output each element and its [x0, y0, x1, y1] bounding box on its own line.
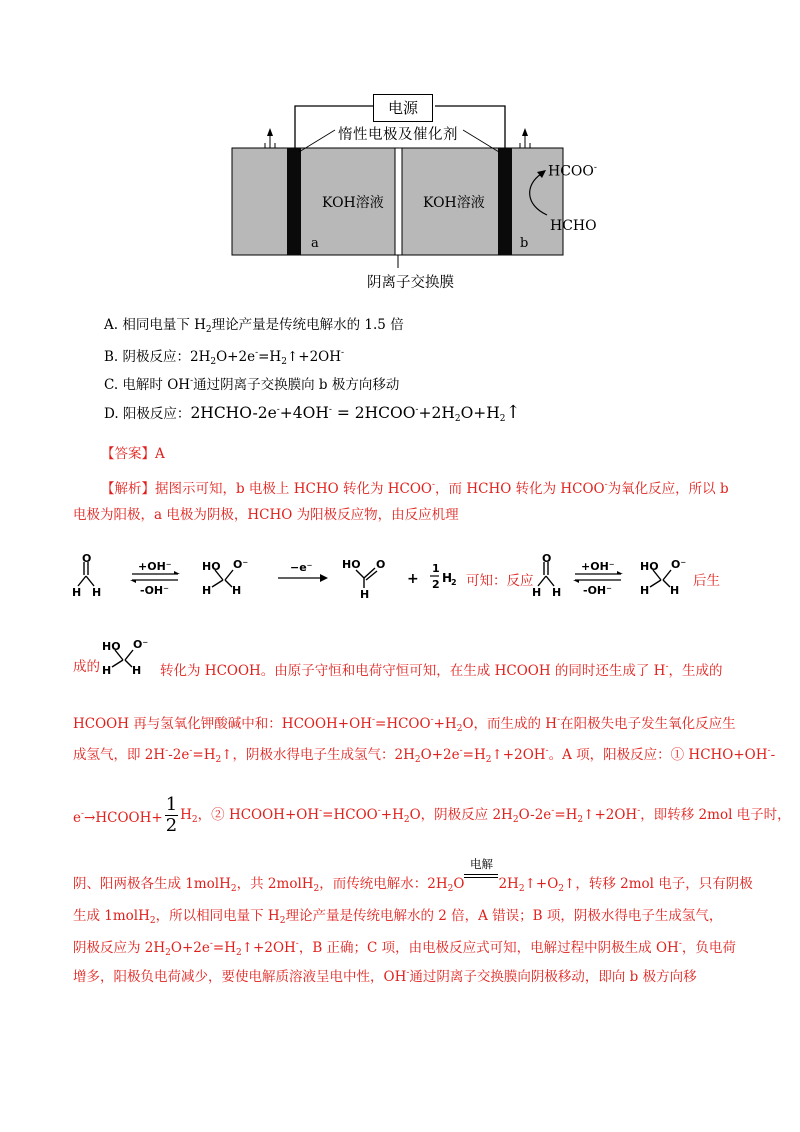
svg-text:-OH⁻: -OH⁻ [583, 584, 612, 597]
svg-text:HO: HO [202, 560, 221, 573]
analysis-line-9: 阴极反应为 $2H_2O+2e^-=H_2↑+2OH^-$，B 正确；C 项，由电极反应式可知，电解过程中阴极生成 OH-，负电荷 [73, 939, 736, 958]
catalyst-label: 惰性电极及催化剂 [336, 123, 460, 144]
svg-text:H: H [442, 571, 453, 585]
analysis-line-3-b: 转化为 HCOOH。由原子守恒和电荷守恒可知，在生成 HCOOH 的同时还生成了 H-，生成的 [160, 662, 723, 679]
electrode-b-label: b [520, 236, 529, 251]
mechanism-text-2: 后生 [693, 573, 720, 589]
power-source-box [373, 94, 433, 122]
answer-label: 【答案】A [101, 446, 165, 462]
analysis-line-3-a: 成的 [73, 659, 100, 675]
electrode-b [498, 148, 512, 255]
svg-text:HO: HO [342, 558, 361, 571]
analysis-line-5: 成氢气，即 $2H^--2e^-=H_2↑$，阴极水得电子生成氢气：$2H_2O+2e^-=H_2↑+2OH^-$。A 项，阳极反应：① HCHO+OH-- [73, 746, 776, 765]
svg-text:O⁻: O⁻ [133, 638, 149, 651]
svg-text:+OH⁻: +OH⁻ [581, 560, 615, 573]
one-half-fraction: $\frac{1}{2}$ [165, 794, 178, 836]
option-d: D. 阳极反应：2HCHO-2e-+4OH- = $2HCOO^-+2H_2O+H_2↑$ [104, 402, 521, 424]
option-c: C. 电解时 OH-通过阴离子交换膜向 b 极方向移动 [104, 376, 400, 393]
analysis-line-10: 增多，阳极负电荷减少，要使电解质溶液呈电中性，OH-通过阴离子交换膜向阴极移动，即向 b 极方向移 [73, 968, 697, 985]
analysis-line-4: HCOOH 再与氢氧化钾酸碱中和：$HCOOH+OH^-=HCOO^-+H_2O$，而生成的 H-在阳极失电子发生氧化反应生 [73, 715, 736, 734]
option-b: B. 阴极反应：$2H_2O+2e^-=H_2↑+2OH^-$ [104, 348, 345, 367]
svg-text:HO: HO [640, 560, 659, 573]
svg-text:H: H [72, 586, 82, 599]
svg-text:H: H [232, 584, 242, 597]
svg-text:O: O [542, 552, 552, 565]
svg-text:H: H [132, 664, 142, 677]
membrane-label: 阴离子交换膜 [367, 275, 454, 291]
formaldehyde-structure-icon [78, 562, 94, 586]
svg-text:-OH⁻: -OH⁻ [140, 584, 169, 597]
svg-text:2: 2 [451, 578, 457, 587]
mechanism-scheme-2 [530, 550, 700, 605]
electrolysis-condition: 电解 [464, 868, 498, 888]
power-source-label: 电源 [387, 99, 418, 117]
svg-text:H: H [640, 584, 650, 597]
svg-text:H: H [102, 664, 112, 677]
right-solution-label: KOH溶液 [423, 195, 485, 211]
svg-text:H: H [92, 586, 102, 599]
analysis-line-7: 阴、阳两极各生成 1molH$_2$，共 2molH$_2$，而传统电解水：$2H_2O$ 电解 $2H_2↑+O_2↑$，转移 2mol 电子，只有阴极 [73, 857, 753, 894]
svg-text:H: H [532, 586, 542, 599]
mechanism-text-1: 可知：反应 [466, 573, 534, 589]
svg-text:+: + [407, 571, 419, 587]
svg-text:O⁻: O⁻ [671, 558, 687, 571]
svg-text:O: O [376, 558, 386, 571]
svg-text:O: O [82, 552, 92, 565]
gas-outlet-right-icon [520, 128, 530, 148]
svg-text:2: 2 [432, 578, 440, 591]
left-solution-label: KOH溶液 [322, 195, 384, 211]
svg-text:HO: HO [102, 640, 121, 653]
svg-text:−e⁻: −e⁻ [290, 561, 313, 574]
svg-text:+OH⁻: +OH⁻ [138, 560, 172, 573]
analysis-line-2: 电极为阳极，a 电极为阴极，HCHO 为阳极反应物，由反应机理 [73, 507, 459, 523]
svg-text:H: H [670, 584, 680, 597]
reactant-label: HCHO [550, 218, 597, 234]
svg-text:1: 1 [432, 562, 440, 575]
analysis-line-6: e-→HCOOH+ $\frac{1}{2}$ $H_2$，② $HCOOH+OH^-=HCOO^-+H_2O$，阴极反应 $2H_2O-2e^-=H_2↑+2OH^-$，即转移 2mol 电子时， [73, 794, 791, 836]
svg-text:H: H [360, 588, 370, 601]
gas-outlet-left-icon [265, 128, 275, 148]
svg-text:O⁻: O⁻ [233, 558, 249, 571]
option-a: A. 相同电量下 $H_2$理论产量是传统电解水的 1.5 倍 [104, 317, 404, 335]
analysis-line-8: 生成 1molH$_2$，所以相同电量下 $H_2$理论产量是传统电解水的 2 倍，A 错误；B 项，阴极水得电子生成氢气， [73, 908, 723, 926]
mechanism-scheme [70, 550, 470, 605]
product-label: HCOO- [548, 163, 597, 180]
gem-diol-anion-structure [98, 636, 168, 684]
svg-text:H: H [202, 584, 212, 597]
electrode-a-label: a [311, 236, 319, 251]
electrode-a [287, 148, 301, 255]
equilibrium-arrow-icon [132, 574, 178, 580]
svg-text:H: H [552, 586, 562, 599]
analysis-line-1: 【解析】据图示可知，b 电极上 HCHO 转化为 HCOO-，而 HCHO 转化为 HCOO-为氧化反应，所以 b [101, 480, 729, 497]
